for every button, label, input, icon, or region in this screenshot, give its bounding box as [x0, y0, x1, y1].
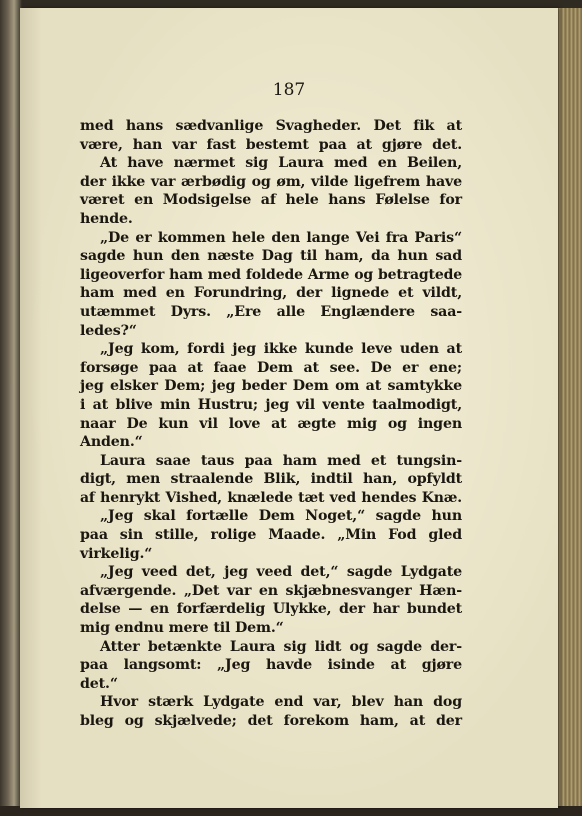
text-line: ledes?“	[80, 322, 137, 339]
book-page	[20, 8, 558, 808]
text-line: delse — en forfærdelig Ulykke, der har bundet	[80, 601, 462, 618]
text-line: det.“	[80, 675, 118, 692]
text-line: paa sin stille, rolige Maade. „Min Fod gled	[80, 527, 462, 544]
text-line: ham med en Forundring, der lignede et vildt,	[80, 285, 462, 302]
text-line: forsøge paa at faae Dem at see. De er ene;	[80, 359, 462, 376]
text-line: Atter betænkte Laura sig lidt og sagde der-	[100, 638, 462, 655]
text-line: utæmmet Dyrs. „Ere alle Englændere saa-	[80, 303, 462, 320]
text-line: der ikke var ærbødig og øm, vilde ligefrem have	[80, 173, 462, 190]
text-line: „Jeg kom, fordi jeg ikke kunde leve uden at	[100, 341, 462, 358]
text-line: „De er kommen hele den lange Vei fra Paris“	[100, 229, 462, 246]
text-line: naar De kun vil love at ægte mig og ingen	[80, 415, 462, 432]
text-line: Hvor stærk Lydgate end var, blev han dog	[100, 694, 462, 711]
text-line: hende.	[80, 210, 133, 227]
text-line: med hans sædvanlige Svagheder. Det fik at	[80, 118, 462, 134]
page-stack-edge	[558, 8, 582, 808]
text-line: mig endnu mere til Dem.“	[80, 620, 284, 637]
text-line: bleg og skjælvede; det forekom ham, at der	[80, 713, 462, 729]
text-line: i at blive min Hustru; jeg vil vente taalmodigt,	[80, 396, 462, 413]
text-line: digt, men straalende Blik, indtil han, opfyldt	[80, 471, 462, 488]
text-line: sagde hun den næste Dag til ham, da hun sad	[80, 248, 462, 265]
text-line: Anden.“	[80, 434, 143, 451]
text-line: „Jeg skal fortælle Dem Noget,“ sagde hun	[100, 508, 462, 525]
text-line: afværgende. „Det var en skjæbnesvanger Hæn-	[80, 582, 462, 599]
page-number: 187	[272, 80, 306, 100]
text-line: „Jeg veed det, jeg veed det,“ sagde Lydgate	[100, 564, 462, 581]
text-line: ligeoverfor ham med foldede Arme og betragtede	[80, 266, 462, 283]
text-line: jeg elsker Dem; jeg beder Dem om at samtykke	[80, 378, 462, 395]
text-line: været en Modsigelse af hele hans Følelse for	[80, 192, 462, 209]
text-line: af henrykt Vished, knælede tæt ved hendes Knæ.	[80, 489, 462, 506]
text-line: paa langsomt: „Jeg havde isinde at gjøre	[80, 657, 462, 674]
body-text	[80, 117, 462, 731]
text-line: At have nærmet sig Laura med en Beilen,	[100, 155, 462, 172]
text-line: være, han var fast bestemt paa at gjøre det.	[80, 136, 462, 153]
text-line: Laura saae taus paa ham med et tungsin-	[100, 452, 462, 469]
text-line: virkelig.“	[80, 545, 153, 562]
